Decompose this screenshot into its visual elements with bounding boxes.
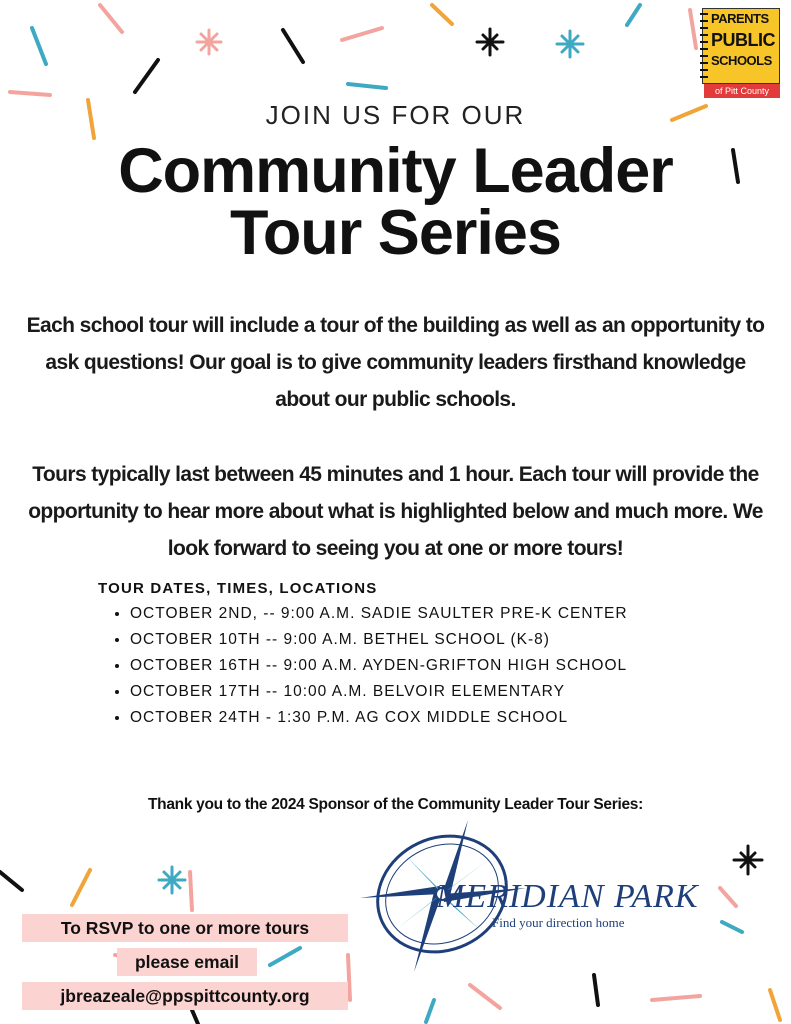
confetti-dash bbox=[690, 10, 696, 48]
schedule-item: • OCTOBER 10TH -- 9:00 A.M. BETHEL SCHOOL (K-8) bbox=[130, 628, 638, 652]
details-paragraph: Tours typically last between 45 minutes and 1 hour. Each tour will provide the opportunity to hear more about what is highlighted below and much more. We look forward to seeing you at one or more tours! bbox=[28, 463, 763, 560]
logo-notebook bbox=[702, 8, 780, 84]
description-paragraph: Each school tour will include a tour of the building as well as an opportunity to ask questions! Our goal is to give community leaders firsthand knowledge about our public schools. bbox=[26, 314, 765, 411]
confetti-dash bbox=[627, 5, 640, 25]
confetti-dash bbox=[432, 5, 452, 24]
confetti-dash bbox=[770, 990, 780, 1020]
star-icon bbox=[197, 30, 221, 54]
rsvp-box bbox=[22, 914, 348, 1014]
logo-word-public: PUBLIC bbox=[711, 30, 775, 50]
star-icon bbox=[159, 867, 185, 893]
sponsor-tagline: Find your direction home bbox=[492, 915, 625, 930]
star-icon bbox=[734, 846, 762, 874]
confetti-dash bbox=[32, 28, 46, 64]
schedule-list bbox=[98, 602, 638, 730]
page-title bbox=[0, 136, 791, 268]
rsvp-email[interactable]: jbreazeale@ppspittcounty.org bbox=[22, 982, 348, 1010]
confetti-dash bbox=[342, 28, 382, 40]
confetti-dash bbox=[100, 5, 122, 32]
title-line-1: Community Leader bbox=[118, 136, 673, 206]
logo-subtitle: of Pitt County bbox=[704, 84, 780, 98]
sponsor-thanks: Thank you to the 2024 Sponsor of the Community Leader Tour Series: bbox=[148, 796, 643, 813]
meridian-park-logo bbox=[350, 816, 730, 986]
sponsor-name: MERIDIAN PARK bbox=[436, 878, 699, 915]
logo-word-parents: PARENTS bbox=[711, 11, 769, 26]
title-line-2: Tour Series bbox=[230, 198, 561, 268]
spiral-binding-icon bbox=[700, 13, 708, 79]
schedule-item: • OCTOBER 17TH -- 10:00 A.M. BELVOIR ELEMENTARY bbox=[130, 680, 638, 704]
intro-text: JOIN US FOR OUR bbox=[265, 100, 526, 130]
rsvp-line-2: please email bbox=[117, 948, 257, 976]
tour-schedule bbox=[98, 580, 638, 732]
confetti-dash bbox=[652, 996, 700, 1000]
confetti-dash bbox=[283, 30, 303, 62]
confetti-dash bbox=[426, 1000, 434, 1022]
logo-word-schools: SCHOOLS bbox=[711, 53, 772, 68]
confetti-dash bbox=[190, 872, 192, 910]
pps-logo bbox=[702, 8, 782, 98]
rsvp-line-1: To RSVP to one or more tours bbox=[22, 914, 348, 942]
confetti-dash bbox=[470, 985, 500, 1008]
confetti-dash bbox=[0, 872, 22, 890]
confetti-dash bbox=[72, 870, 90, 905]
schedule-heading: TOUR DATES, TIMES, LOCATIONS bbox=[98, 580, 378, 597]
confetti-dash bbox=[135, 60, 158, 92]
schedule-item: • OCTOBER 24TH - 1:30 P.M. AG COX MIDDLE SCHOOL bbox=[130, 706, 638, 730]
schedule-item: • OCTOBER 16TH -- 9:00 A.M. AYDEN-GRIFTON HIGH SCHOOL bbox=[130, 654, 638, 678]
schedule-item: • OCTOBER 2ND, -- 9:00 A.M. SADIE SAULTER PRE-K CENTER bbox=[130, 602, 638, 626]
star-icon bbox=[557, 31, 583, 57]
star-icon bbox=[477, 29, 503, 55]
confetti-dash bbox=[348, 84, 386, 88]
confetti-dash bbox=[10, 92, 50, 95]
